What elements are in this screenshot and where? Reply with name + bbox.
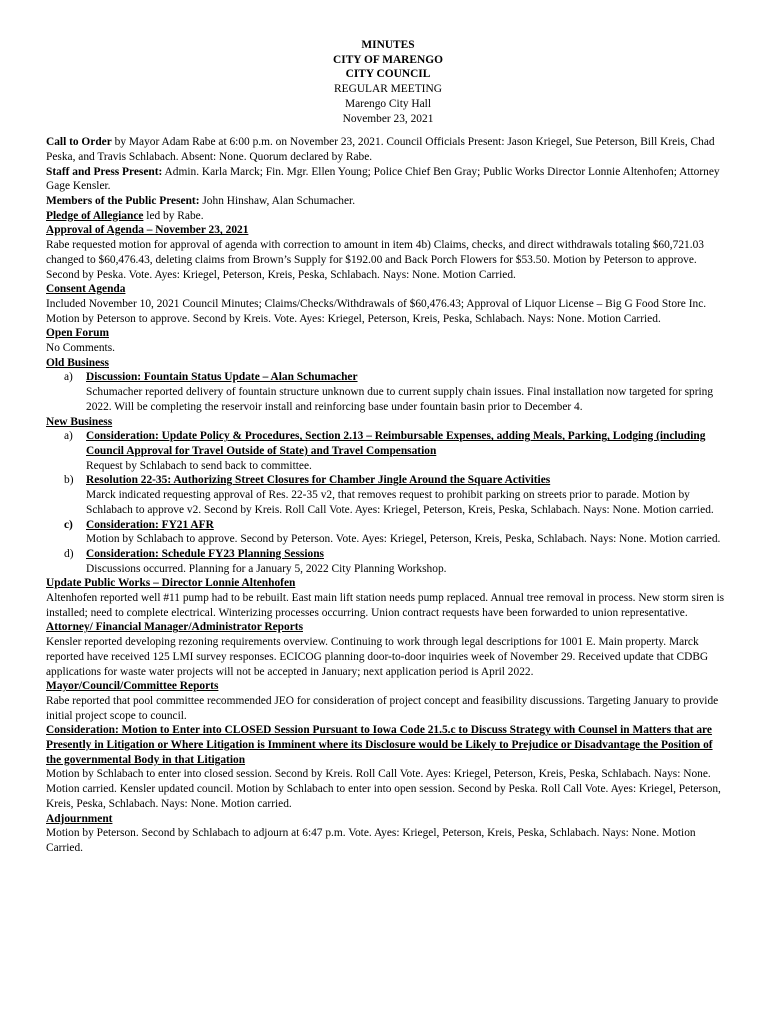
header-minutes: MINUTES: [361, 39, 415, 51]
consent-text: Included November 10, 2021 Council Minutes; Claims/Checks/Withdrawals of $60,476.43; Approval of Liquor License – Big G Food Store Inc. Motion by Peterson to approve. Second by Kreis. Vote. Ayes: Kriegel, Peterson, Kreis, Peska, Schlabach. Nays: None. Motion Carried.: [46, 297, 707, 325]
pledge-label: Pledge of Allegiance: [46, 209, 144, 222]
meeting-info: [46, 82, 730, 126]
meeting-date: November 23, 2021: [342, 112, 434, 125]
item-marker: d): [64, 547, 74, 560]
item-title: Discussion: Fountain Status Update – Alan Schumacher: [86, 371, 358, 384]
closed-session-text: Motion by Schlabach to enter into closed session. Second by Kreis. Roll Call Vote. Ayes: Kriegel, Peterson, Kreis, Peska, Schlabach. Nays: None. Motion carried. Kensler updated council. Motion by Schlabach to enter into open session. Second by Peska. Roll Call Vote. Ayes: Kriegel, Peterson, Kreis, Peska, Schlabach. Nays: None. Motion carried.: [46, 768, 721, 810]
item-text: Motion by Schlabach to approve. Second by Peterson. Vote. Ayes: Kriegel, Peterson, Kreis, Peska, Schlabach. Nays: None. Motion carried.: [86, 533, 721, 546]
item-title: Consideration: Schedule FY23 Planning Sessions: [86, 547, 324, 560]
adjournment-heading: Adjournment: [46, 812, 113, 825]
item-marker: a): [64, 371, 73, 384]
attorney-text: Kensler reported developing rezoning requirements overview. Continuing to work through legal descriptions for 1001 E. Main property. Marck reported have received 125 LMI survey responses. ECICOG planning door-to-door inquiries week of November 29. Received update that CDBG applications for waste water projects will not be accepted in January; next application period is April 2022.: [46, 636, 709, 678]
public-works-heading: Update Public Works – Director Lonnie Altenhofen: [46, 577, 296, 590]
meeting-location: Marengo City Hall: [344, 97, 432, 110]
item-text: Discussions occurred. Planning for a January 5, 2022 City Planning Workshop.: [86, 562, 447, 575]
new-business-item: [46, 473, 730, 517]
public-present-text: John Hinshaw, Alan Schumacher.: [199, 195, 356, 208]
item-title: Consideration: FY21 AFR: [86, 518, 214, 531]
public-present: [46, 194, 730, 209]
new-business-item: [46, 518, 730, 547]
attorney-heading: Attorney/ Financial Manager/Administrator Reports: [46, 621, 303, 634]
new-business-item: [46, 429, 730, 473]
item-text: Marck indicated requesting approval of Res. 22-35 v2, that removes request to prohibit parking on streets prior to parade. Motion by Schlabach to approve v2. Second by Kreis. Roll Call Vote. Ayes: Kriegel, Peterson, Kreis, Peska, Schlabach. Nays: None. Motion carried.: [86, 489, 714, 516]
staff-present: [46, 165, 730, 194]
item-marker: a): [64, 430, 73, 443]
item-title: Resolution 22-35: Authorizing Street Closures for Chamber Jingle Around the Square Activities: [86, 474, 551, 487]
pledge: [46, 209, 730, 224]
closed-session-heading: Consideration: Motion to Enter into CLOSED Session Pursuant to Iowa Code 21.5.c to Discuss Strategy with Counsel in Matters that are Presently in Litigation or Where Litigation is Imminent where its Disclosure would be Likely to Prejudice or Disadvantage the Position of the governmental Body in that Litigation: [46, 724, 713, 766]
mayor-heading: Mayor/Council/Committee Reports: [46, 680, 219, 693]
public-present-label: Members of the Public Present:: [46, 195, 200, 208]
item-text: Request by Schlabach to send back to committee.: [86, 459, 312, 472]
agenda-heading: Approval of Agenda – November 23, 2021: [46, 224, 249, 237]
old-business-heading: Old Business: [46, 356, 109, 369]
header-council: CITY COUNCIL: [345, 68, 431, 81]
item-text: Schumacher reported delivery of fountain structure unknown due to current supply chain issues. Final installation now targeted for spring 2022. Will be completing the reservoir install and reinforcing base under fountain basin prior to December 4.: [86, 386, 714, 413]
mayor-text: Rabe reported that pool committee recommended JEO for consideration of project concept and feasibility discussions. Targeting January to provide initial project scope to council.: [46, 694, 719, 722]
adjournment-text: Motion by Peterson. Second by Schlabach to adjourn at 6:47 p.m. Vote. Ayes: Kriegel, Peterson, Kreis, Peska, Schlabach. Nays: None. Motion Carried.: [46, 827, 696, 854]
forum-heading: Open Forum: [46, 327, 109, 340]
minutes-document: [46, 38, 730, 856]
public-works-text: Altenhofen reported well #11 pump had to be rebuilt. East main lift station needs pump replaced. Annual tree removal in process. New storm siren is installed; need to complete electrical. Winterizing processes occurring. Union contract requests have been forwarded to union representative.: [46, 592, 725, 619]
agenda-text: Rabe requested motion for approval of agenda with correction to amount in item 4b) Claims, checks, and direct withdrawals totaling $60,721.03 changed to $60,476.43, deleting claims from Brown’s Supply for $192.00 and Back Porch Flowers for $53.50. Motion by Peterson to approve. Second by Peska. Vote. Ayes: Kriegel, Peterson, Kreis, Peska, Schlabach. Nays: None. Motion Carried.: [46, 239, 704, 281]
staff-present-text: Admin. Karla Marck; Fin. Mgr. Ellen Young; Police Chief Ben Gray; Public Works Director Lonnie Altenhofen; Attorney Gage Kensler.: [46, 165, 720, 193]
header-city: CITY OF MARENGO: [333, 53, 443, 66]
call-to-order-label: Call to Order: [46, 136, 112, 149]
consent-heading: Consent Agenda: [46, 283, 126, 296]
staff-present-label: Staff and Press Present:: [46, 165, 163, 178]
item-marker: c): [64, 518, 73, 531]
old-business-item: [46, 370, 730, 414]
document-header: [46, 38, 730, 82]
forum-text: No Comments.: [46, 342, 115, 355]
new-business-item: [46, 547, 730, 576]
meeting-type: REGULAR MEETING: [334, 83, 442, 96]
item-title: Consideration: Update Policy & Procedures, Section 2.13 – Reimbursable Expenses, adding Meals, Parking, Lodging (including Council Approval for Travel Outside of State) and Travel Compensation: [86, 430, 706, 457]
pledge-text: led by Rabe.: [143, 209, 204, 222]
call-to-order: [46, 135, 730, 164]
item-marker: b): [64, 474, 74, 487]
new-business-heading: New Business: [46, 415, 113, 428]
call-to-order-text: by Mayor Adam Rabe at 6:00 p.m. on November 23, 2021. Council Officials Present: Jason Kriegel, Sue Peterson, Bill Kreis, Chad Peska, and Travis Schlabach. Absent: None. Quorum declared by Rabe.: [46, 136, 715, 163]
